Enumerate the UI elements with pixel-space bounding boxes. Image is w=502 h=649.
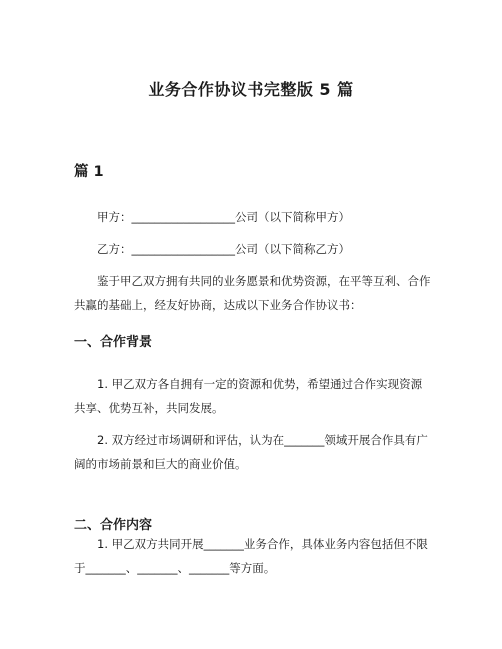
content-item-1: 1. 甲乙双方共同开展_______业务合作，具体业务内容包括但不限于_______、_______、_______等方面。: [74, 537, 428, 575]
background-item-2: 2. 双方经过市场调研和评估，认为在_______领域开展合作具有广阔的市场前景和巨大的商业价值。: [74, 433, 428, 471]
section-heading-content: 二、合作内容: [74, 518, 153, 533]
intro-paragraph: 鉴于甲乙双方拥有共同的业务愿景和优势资源，在平等互利、合作共赢的基础上，经友好协商，达成以下业务合作协议书：: [74, 274, 431, 312]
party-b-line: 乙方：__________________公司（以下简称乙方）: [97, 242, 350, 256]
document-title: 业务合作协议书完整版 5 篇: [148, 80, 354, 99]
party-a-line: 甲方：__________________公司（以下简称甲方）: [97, 210, 350, 224]
part-heading: 篇 1: [74, 164, 104, 180]
section-heading-background: 一、合作背景: [74, 335, 153, 350]
background-item-1: 1. 甲乙双方各自拥有一定的资源和优势，希望通过合作实现资源共享、优势互补，共同发展。: [74, 377, 423, 415]
